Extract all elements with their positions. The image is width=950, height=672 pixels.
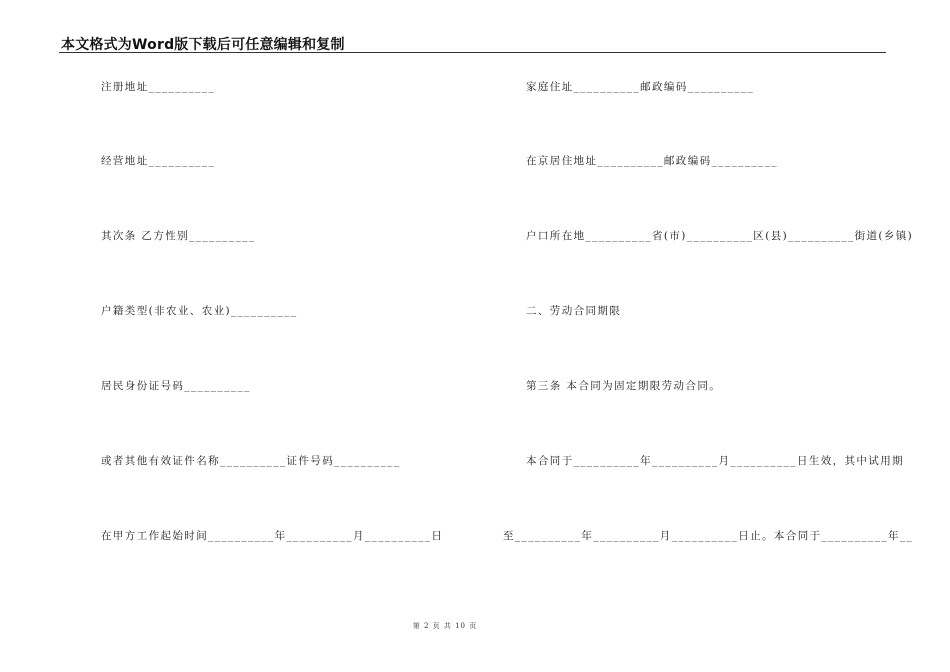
header-divider (59, 52, 886, 53)
field-work-start-date: 在甲方工作起始时间__________年__________月__________日 (101, 530, 444, 542)
document-header-title: 本文格式为Word版下载后可任意编辑和复制 (61, 37, 345, 53)
clause-end-date: 至__________年__________月__________日止。本合同于__________年__ (503, 530, 914, 542)
field-registered-address: 注册地址__________ (101, 81, 216, 93)
field-hukou-location: 户口所在地__________省(市)__________区(县)__________街道(乡镇) (526, 230, 914, 242)
field-other-id: 或者其他有效证件名称__________证件号码__________ (101, 455, 401, 467)
clause-effective-date: 本合同于__________年__________月__________日生效，其中试用期 (526, 455, 904, 467)
field-party-b-gender: 其次条 乙方性别__________ (101, 230, 256, 242)
field-home-address: 家庭住址__________邮政编码__________ (526, 81, 755, 93)
field-household-type: 户籍类型(非农业、农业)__________ (101, 305, 298, 317)
field-id-number: 居民身份证号码__________ (101, 380, 251, 392)
clause-article-3: 第三条 本合同为固定期限劳动合同。 (526, 380, 722, 392)
field-business-address: 经营地址__________ (101, 155, 216, 167)
page-number: 第 2 页 共 10 页 (412, 622, 478, 630)
section-heading-contract-term: 二、劳动合同期限 (526, 305, 622, 317)
field-beijing-address: 在京居住地址__________邮政编码__________ (526, 155, 778, 167)
